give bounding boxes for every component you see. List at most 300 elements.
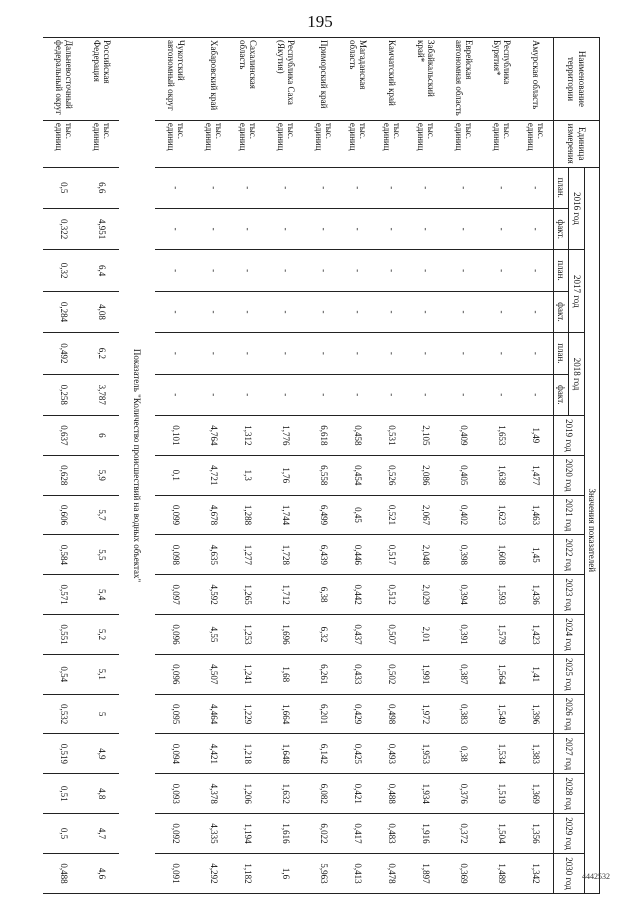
value-cell: 1,744	[265, 495, 307, 535]
value-cell: 5,5	[85, 535, 119, 575]
value-cell: -	[485, 291, 519, 332]
value-cell: 1,253	[231, 615, 265, 655]
value-cell: 1,463	[519, 495, 554, 535]
value-cell: 0,446	[341, 535, 375, 575]
value-cell: 2,086	[409, 455, 443, 495]
value-cell: -	[155, 208, 197, 249]
value-cell: 2,048	[409, 535, 443, 575]
header-2018: 2018 год	[569, 333, 584, 416]
value-cell: 0,54	[43, 654, 85, 694]
table-row	[409, 38, 443, 894]
header-year: 2021 год	[553, 495, 584, 535]
value-cell: 0,099	[155, 495, 197, 535]
value-cell: 1,776	[265, 415, 307, 455]
value-cell: 0,551	[43, 615, 85, 655]
header-year: 2024 год	[553, 615, 584, 655]
unit-cell: тыс. единиц	[265, 120, 307, 167]
header-2016: 2016 год	[569, 167, 584, 250]
value-cell: 1,49	[519, 415, 554, 455]
value-cell: 1,383	[519, 734, 554, 774]
territory-name: Сахалинская область	[231, 38, 265, 121]
value-cell: -	[409, 167, 443, 208]
value-cell: 3,787	[85, 374, 119, 415]
value-cell: -	[409, 291, 443, 332]
value-cell: 6,32	[307, 615, 341, 655]
territory-name: Амурская область	[519, 38, 554, 121]
value-cell: -	[485, 208, 519, 249]
table-row	[265, 38, 307, 894]
value-cell: -	[265, 208, 307, 249]
table-body	[43, 38, 554, 894]
table-row	[231, 38, 265, 894]
value-cell: 0,421	[341, 774, 375, 814]
value-cell: 0,51	[43, 774, 85, 814]
value-cell: 0,571	[43, 575, 85, 615]
value-cell: 1,68	[265, 654, 307, 694]
value-cell: 1,549	[485, 694, 519, 734]
value-cell: 0,425	[341, 734, 375, 774]
value-cell: 1,396	[519, 694, 554, 734]
value-cell: 4,6	[85, 853, 119, 893]
value-cell: 0,417	[341, 814, 375, 854]
value-cell: -	[231, 250, 265, 291]
value-cell: 6,201	[307, 694, 341, 734]
value-cell: 6,618	[307, 415, 341, 455]
unit-cell: тыс. единиц	[485, 120, 519, 167]
value-cell: 1,229	[231, 694, 265, 734]
value-cell: -	[197, 208, 231, 249]
value-cell: 1,241	[231, 654, 265, 694]
value-cell: -	[265, 333, 307, 374]
value-cell: 0,387	[443, 654, 485, 694]
value-cell: 1,369	[519, 774, 554, 814]
value-cell: 0,488	[375, 774, 409, 814]
value-cell: -	[443, 374, 485, 415]
value-cell: 4,7	[85, 814, 119, 854]
value-cell: 4,335	[197, 814, 231, 854]
value-cell: 0,502	[375, 654, 409, 694]
header-fact: факт.	[553, 291, 568, 332]
table-row	[519, 38, 554, 894]
value-cell: 1,728	[265, 535, 307, 575]
value-cell: -	[443, 333, 485, 374]
value-cell: 2,01	[409, 615, 443, 655]
value-cell: -	[341, 374, 375, 415]
value-cell: 0,532	[43, 694, 85, 734]
value-cell: 0,258	[43, 374, 85, 415]
value-cell: 4,951	[85, 208, 119, 249]
value-cell: -	[231, 374, 265, 415]
value-cell: 5,4	[85, 575, 119, 615]
page-number: 195	[307, 12, 333, 31]
value-cell: -	[307, 250, 341, 291]
value-cell: 1,489	[485, 853, 519, 893]
value-cell: -	[485, 374, 519, 415]
value-cell: -	[519, 250, 554, 291]
value-cell: 6,38	[307, 575, 341, 615]
value-cell: 0,442	[341, 575, 375, 615]
value-cell: -	[375, 208, 409, 249]
value-cell: -	[341, 250, 375, 291]
value-cell: -	[307, 167, 341, 208]
value-cell: 0,454	[341, 455, 375, 495]
value-cell: 0,628	[43, 455, 85, 495]
header-unit: Единица измерения	[553, 120, 599, 167]
value-cell: 1,916	[409, 814, 443, 854]
table-row	[443, 38, 485, 894]
table-row	[375, 38, 409, 894]
unit-cell: тыс. единиц	[197, 120, 231, 167]
unit-cell: тыс. единиц	[155, 120, 197, 167]
value-cell: 0,637	[43, 415, 85, 455]
value-cell: 0,32	[43, 250, 85, 291]
value-cell: 0,383	[443, 694, 485, 734]
value-cell: 0,488	[43, 853, 85, 893]
value-cell: -	[197, 250, 231, 291]
value-cell: 4,678	[197, 495, 231, 535]
territory-name: Камчатский край	[375, 38, 409, 121]
value-cell: -	[197, 333, 231, 374]
value-cell: -	[375, 250, 409, 291]
header-year: 2029 год	[553, 814, 584, 854]
table-row	[341, 38, 375, 894]
value-cell: 0,095	[155, 694, 197, 734]
value-cell: 6,2	[85, 333, 119, 374]
territory-name: Магаданская область	[341, 38, 375, 121]
value-cell: 1,265	[231, 575, 265, 615]
value-cell: 0,498	[375, 694, 409, 734]
header-year: 2027 год	[553, 734, 584, 774]
territory-name: Еврейская автономная область	[443, 38, 485, 121]
value-cell: 0,521	[375, 495, 409, 535]
value-cell: -	[341, 291, 375, 332]
value-cell: 2,105	[409, 415, 443, 455]
value-cell: 0,512	[375, 575, 409, 615]
value-cell: 0,519	[43, 734, 85, 774]
value-cell: 0,284	[43, 291, 85, 332]
header-plan: план.	[553, 250, 568, 291]
value-cell: 1,477	[519, 455, 554, 495]
value-cell: 0,5	[43, 167, 85, 208]
value-cell: 1,41	[519, 654, 554, 694]
header-plan: план.	[553, 167, 568, 208]
value-cell: 4,592	[197, 575, 231, 615]
header-plan: план.	[553, 333, 568, 374]
header-year: 2030 год	[553, 853, 584, 893]
value-cell: -	[443, 208, 485, 249]
value-cell: -	[485, 250, 519, 291]
value-cell: 1,6	[265, 853, 307, 893]
value-cell: -	[443, 167, 485, 208]
value-cell: 0,517	[375, 535, 409, 575]
value-cell: -	[155, 374, 197, 415]
value-cell: 0,413	[341, 853, 375, 893]
value-cell: -	[375, 291, 409, 332]
header-name: Наименование территории	[553, 38, 599, 121]
rotated-table-container	[40, 37, 600, 894]
table-row	[485, 38, 519, 894]
value-cell: 0,369	[443, 853, 485, 893]
unit-cell: тыс. единиц	[307, 120, 341, 167]
value-cell: 4,421	[197, 734, 231, 774]
value-cell: 1,218	[231, 734, 265, 774]
header-year: 2022 год	[553, 535, 584, 575]
header-year: 2025 год	[553, 654, 584, 694]
value-cell: 0,526	[375, 455, 409, 495]
indicator-band-title: Показатель "Количество происшествий на водных объектах"	[119, 38, 155, 894]
unit-cell: тыс. единиц	[231, 120, 265, 167]
value-cell: 1,972	[409, 694, 443, 734]
value-cell: -	[231, 291, 265, 332]
value-cell: -	[155, 167, 197, 208]
value-cell: 1,436	[519, 575, 554, 615]
value-cell: 0,531	[375, 415, 409, 455]
value-cell: 0,437	[341, 615, 375, 655]
indicator-band-row	[119, 38, 155, 894]
territory-name: Дальневосточный федеральный округ	[43, 38, 85, 121]
value-cell: 0,483	[375, 814, 409, 854]
table-row	[307, 38, 341, 894]
value-cell: 1,664	[265, 694, 307, 734]
value-cell: 0,507	[375, 615, 409, 655]
value-cell: -	[307, 208, 341, 249]
territory-name: Приморский край	[307, 38, 341, 121]
value-cell: -	[155, 291, 197, 332]
value-cell: 1,579	[485, 615, 519, 655]
unit-cell: тыс. единиц	[43, 120, 85, 167]
value-cell: 4,08	[85, 291, 119, 332]
value-cell: 5,7	[85, 495, 119, 535]
value-cell: 0,092	[155, 814, 197, 854]
value-cell: 1,934	[409, 774, 443, 814]
value-cell: -	[409, 250, 443, 291]
value-cell: 0,584	[43, 535, 85, 575]
value-cell: 1,519	[485, 774, 519, 814]
value-cell: 1,182	[231, 853, 265, 893]
header-fact: факт.	[553, 208, 568, 249]
value-cell: 4,378	[197, 774, 231, 814]
value-cell: 0,493	[375, 734, 409, 774]
unit-cell: тыс. единиц	[443, 120, 485, 167]
table-row	[155, 38, 197, 894]
value-cell: -	[409, 374, 443, 415]
value-cell: 1,45	[519, 535, 554, 575]
value-cell: -	[519, 167, 554, 208]
table-row	[197, 38, 231, 894]
unit-cell: тыс. единиц	[409, 120, 443, 167]
value-cell: 1,277	[231, 535, 265, 575]
value-cell: -	[231, 208, 265, 249]
value-cell: 0,405	[443, 455, 485, 495]
value-cell: 0,478	[375, 853, 409, 893]
value-cell: 1,712	[265, 575, 307, 615]
value-cell: 4,764	[197, 415, 231, 455]
value-cell: 0,409	[443, 415, 485, 455]
territory-name: Российская Федерация	[85, 38, 119, 121]
indicator-table	[43, 37, 600, 894]
value-cell: 6,439	[307, 535, 341, 575]
value-cell: -	[375, 167, 409, 208]
value-cell: 1,608	[485, 535, 519, 575]
value-cell: 0,398	[443, 535, 485, 575]
territory-name: Республика Саха (Якутия)	[265, 38, 307, 121]
value-cell: -	[409, 333, 443, 374]
unit-cell: тыс. единиц	[375, 120, 409, 167]
header-year: 2023 год	[553, 575, 584, 615]
value-cell: 1,696	[265, 615, 307, 655]
value-cell: 6,082	[307, 774, 341, 814]
value-cell: -	[341, 208, 375, 249]
value-cell: 6	[85, 415, 119, 455]
value-cell: -	[197, 291, 231, 332]
territory-name: Хабаровский край	[197, 38, 231, 121]
value-cell: -	[341, 167, 375, 208]
value-cell: 0,394	[443, 575, 485, 615]
value-cell: 0,402	[443, 495, 485, 535]
value-cell: 1,356	[519, 814, 554, 854]
header-fact: факт.	[553, 374, 568, 415]
value-cell: 1,194	[231, 814, 265, 854]
value-cell: 4,635	[197, 535, 231, 575]
unit-cell: тыс. единиц	[519, 120, 554, 167]
header-2017: 2017 год	[569, 250, 584, 333]
value-cell: 0,322	[43, 208, 85, 249]
value-cell: 4,464	[197, 694, 231, 734]
value-cell: 0,38	[443, 734, 485, 774]
value-cell: -	[341, 333, 375, 374]
value-cell: 6,499	[307, 495, 341, 535]
value-cell: 1,897	[409, 853, 443, 893]
value-cell: 0,458	[341, 415, 375, 455]
value-cell: 1,342	[519, 853, 554, 893]
value-cell: 0,5	[43, 814, 85, 854]
value-cell: 1,423	[519, 615, 554, 655]
header-values-group: Значения показателей	[584, 167, 599, 893]
value-cell: 1,3	[231, 455, 265, 495]
value-cell: -	[307, 291, 341, 332]
value-cell: 4,292	[197, 853, 231, 893]
table-row	[85, 38, 119, 894]
value-cell: -	[443, 291, 485, 332]
value-cell: 0,492	[43, 333, 85, 374]
value-cell: 6,022	[307, 814, 341, 854]
value-cell: 1,638	[485, 455, 519, 495]
header-year: 2028 год	[553, 774, 584, 814]
value-cell: -	[265, 374, 307, 415]
value-cell: 0,45	[341, 495, 375, 535]
value-cell: 0,372	[443, 814, 485, 854]
value-cell: 6,4	[85, 250, 119, 291]
header-year: 2026 год	[553, 694, 584, 734]
value-cell: 6,261	[307, 654, 341, 694]
value-cell: -	[485, 333, 519, 374]
value-cell: 6,6	[85, 167, 119, 208]
value-cell: 0,391	[443, 615, 485, 655]
value-cell: 5,2	[85, 615, 119, 655]
value-cell: -	[197, 374, 231, 415]
value-cell: 5,1	[85, 654, 119, 694]
value-cell: 5	[85, 694, 119, 734]
value-cell: 5,963	[307, 853, 341, 893]
value-cell: 1,632	[265, 774, 307, 814]
value-cell: 0,376	[443, 774, 485, 814]
value-cell: -	[485, 167, 519, 208]
value-cell: 4,507	[197, 654, 231, 694]
value-cell: 6,558	[307, 455, 341, 495]
value-cell: 0,094	[155, 734, 197, 774]
value-cell: 2,029	[409, 575, 443, 615]
unit-cell: тыс. единиц	[85, 120, 119, 167]
territory-name: Республика Бурятия*	[485, 38, 519, 121]
value-cell: 1,76	[265, 455, 307, 495]
value-cell: 0,098	[155, 535, 197, 575]
value-cell: -	[231, 167, 265, 208]
value-cell: 1,991	[409, 654, 443, 694]
value-cell: 1,504	[485, 814, 519, 854]
value-cell: -	[307, 374, 341, 415]
value-cell: -	[265, 291, 307, 332]
value-cell: -	[307, 333, 341, 374]
unit-cell: тыс. единиц	[341, 120, 375, 167]
value-cell: -	[519, 374, 554, 415]
value-cell: 1,206	[231, 774, 265, 814]
value-cell: 4,721	[197, 455, 231, 495]
document-id: 4442532	[582, 872, 610, 881]
value-cell: 1,648	[265, 734, 307, 774]
value-cell: 1,623	[485, 495, 519, 535]
value-cell: 1,953	[409, 734, 443, 774]
value-cell: 0,433	[341, 654, 375, 694]
value-cell: 1,288	[231, 495, 265, 535]
value-cell: 4,8	[85, 774, 119, 814]
value-cell: 2,067	[409, 495, 443, 535]
territory-name: Забайкальский край*	[409, 38, 443, 121]
value-cell: 1,653	[485, 415, 519, 455]
value-cell: -	[155, 250, 197, 291]
value-cell: 0,096	[155, 615, 197, 655]
table-row	[43, 38, 85, 894]
value-cell: 5,9	[85, 455, 119, 495]
value-cell: -	[265, 167, 307, 208]
value-cell: -	[375, 333, 409, 374]
value-cell: 0,097	[155, 575, 197, 615]
value-cell: 0,101	[155, 415, 197, 455]
value-cell: 4,9	[85, 734, 119, 774]
territory-name: Чукотский автономный округ	[155, 38, 197, 121]
value-cell: 0,606	[43, 495, 85, 535]
value-cell: -	[519, 333, 554, 374]
value-cell: -	[519, 208, 554, 249]
value-cell: 0,091	[155, 853, 197, 893]
value-cell: -	[519, 291, 554, 332]
value-cell: 4,55	[197, 615, 231, 655]
value-cell: 1,593	[485, 575, 519, 615]
value-cell: 1,564	[485, 654, 519, 694]
value-cell: -	[265, 250, 307, 291]
value-cell: -	[197, 167, 231, 208]
value-cell: -	[443, 250, 485, 291]
value-cell: 1,534	[485, 734, 519, 774]
value-cell: -	[155, 333, 197, 374]
value-cell: 0,096	[155, 654, 197, 694]
value-cell: -	[375, 374, 409, 415]
value-cell: -	[231, 333, 265, 374]
header-year: 2019 год	[553, 415, 584, 455]
value-cell: 0,093	[155, 774, 197, 814]
value-cell: 6,142	[307, 734, 341, 774]
value-cell: 1,312	[231, 415, 265, 455]
header-year: 2020 год	[553, 455, 584, 495]
